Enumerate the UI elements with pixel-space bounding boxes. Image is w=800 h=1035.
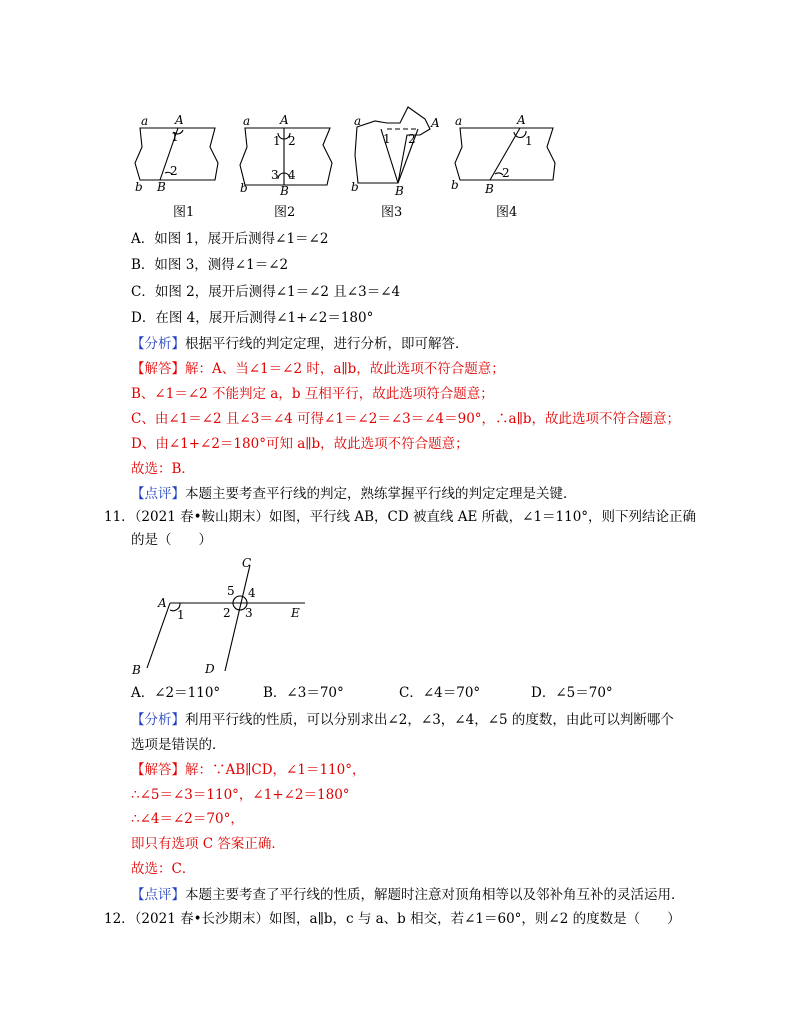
q11-answer-line-2: ∴∠5＝∠3＝110°，∠1+∠2＝180° [131, 787, 350, 803]
q10-option-c: C．如图 2，展开后测得∠1＝∠2 且∠3＝∠4 [131, 284, 401, 300]
comment-text: 本题主要考查了平行线的性质，解题时注意对顶角相等以及邻补角互补的灵活运用． [185, 887, 685, 903]
q11-choose: 故选：C． [131, 861, 196, 877]
fig2-angle-4: 4 [288, 168, 296, 182]
fig4-label-a: a [455, 114, 463, 128]
q11-answer-line-3: ∴∠4＝∠2＝70°， [131, 811, 244, 827]
analysis-tag: 【分析】 [131, 712, 185, 728]
answer-line-1: 解：A、当∠1＝∠2 时，a∥b，故此选项不符合题意； [185, 361, 505, 377]
fig1-angle-1: 1 [171, 130, 179, 144]
fig3-angle-1: 1 [383, 132, 391, 146]
q10-figures [125, 95, 595, 200]
fig2-angle-1: 1 [273, 134, 281, 148]
q10-option-a: A．如图 1，展开后测得∠1＝∠2 [131, 231, 329, 247]
q10-answer-line-4: D、由∠1+∠2＝180°可知 a∥b，故此选项不符合题意； [131, 436, 469, 452]
fig3-angle-2: 2 [408, 132, 416, 146]
q11-figure [125, 553, 325, 678]
fig2-label-B: B [280, 184, 289, 198]
fig1-angle-2: 2 [170, 164, 178, 178]
comment-tag: 【点评】 [131, 887, 185, 903]
q10-option-b: B．如图 3，测得∠1＝∠2 [131, 257, 289, 273]
comment-tag: 【点评】 [131, 486, 185, 502]
q10-comment [131, 485, 577, 503]
fig3-label-b: b [351, 180, 359, 194]
q11-label-A: A [158, 596, 167, 610]
q11-answer [131, 761, 365, 779]
comment-text: 本题主要考查平行线的判定，熟练掌握平行线的判定定理是关键． [185, 486, 577, 502]
fig1-label-A: A [175, 113, 184, 127]
answer-tag: 【解答】 [131, 762, 185, 778]
fig4-angle-1: 1 [525, 134, 533, 148]
fig1-label-B: B [157, 180, 166, 194]
fig1-label-b: b [135, 180, 143, 194]
q11-angle-1: 1 [177, 608, 185, 622]
q11-label-E: E [291, 606, 300, 620]
fig2-label-A: A [280, 113, 289, 127]
fig1-caption: 图1 [173, 205, 195, 220]
q11-comment [131, 886, 685, 904]
analysis-tag: 【分析】 [131, 336, 185, 352]
fig2-angle-3: 3 [271, 168, 279, 182]
q11-analysis [131, 711, 674, 729]
fig2-angle-2: 2 [288, 134, 296, 148]
q11-label-C: C [242, 556, 252, 570]
q11-angle-2: 2 [223, 606, 231, 620]
fig3-label-A: A [431, 116, 440, 130]
q10-option-d: D．在图 4，展开后测得∠1+∠2＝180° [131, 310, 374, 326]
q10-choose: 故选：B． [131, 461, 195, 477]
fig2-label-a: a [243, 114, 251, 128]
q11-analysis-line-2: 选项是错误的． [131, 737, 226, 753]
analysis-text: 根据平行线的判定定理，进行分析，即可解答． [185, 336, 469, 352]
fig1-label-a: a [141, 114, 149, 128]
answer-line-1: 解：∵AB∥CD，∠1＝110°， [185, 762, 366, 778]
q11-label-B: B [132, 663, 141, 677]
fig2-label-b: b [240, 181, 248, 195]
fig4-angle-2: 2 [502, 166, 510, 180]
q11-option-d: D．∠5＝70° [531, 685, 613, 701]
q10-answer-line-3: C、由∠1＝∠2 且∠3＝∠4 可得∠1＝∠2＝∠3＝∠4＝90°，∴a∥b，故此选项不符合题意； [131, 411, 680, 427]
q10-answer-line-2: B、∠1＝∠2 不能判定 a，b 互相平行，故此选项符合题意； [131, 386, 494, 402]
q11-stem-line-2: 的是（ ） [131, 532, 212, 548]
fig4-label-B: B [485, 182, 494, 196]
q10-analysis [131, 335, 469, 353]
fig4-caption: 图4 [496, 205, 518, 220]
q11-answer-line-4: 即只有选项 C 答案正确． [131, 836, 285, 852]
q11-option-b: B．∠3＝70° [263, 685, 344, 701]
q10-answer [131, 360, 505, 378]
q11-angle-5: 5 [227, 584, 235, 598]
q11-angle-3: 3 [245, 606, 253, 620]
q11-stem-line-1: 11．（2021 春•鞍山期末）如图，平行线 AB，CD 被直线 AE 所截，∠1＝110°，则下列结论正确 [104, 509, 697, 525]
q11-option-a: A．∠2＝110° [131, 685, 221, 701]
q11-option-c: C．∠4＝70° [399, 685, 481, 701]
q11-angle-4: 4 [248, 586, 256, 600]
fig2-caption: 图2 [274, 205, 296, 220]
answer-tag: 【解答】 [131, 361, 185, 377]
fig3-caption: 图3 [381, 205, 403, 220]
fig3-label-a: a [354, 114, 362, 128]
fig4-label-b: b [451, 178, 459, 192]
analysis-text: 利用平行线的性质，可以分别求出∠2，∠3，∠4，∠5 的度数，由此可以判断哪个 [185, 712, 674, 728]
q11-label-D: D [205, 662, 215, 676]
q12-stem: 12．（2021 春•长沙期末）如图，a∥b，c 与 a、b 相交，若∠1＝60°，则∠2 的度数是（ ） [104, 911, 681, 927]
fig4-label-A: A [517, 113, 526, 127]
fig3-label-B: B [395, 184, 404, 198]
